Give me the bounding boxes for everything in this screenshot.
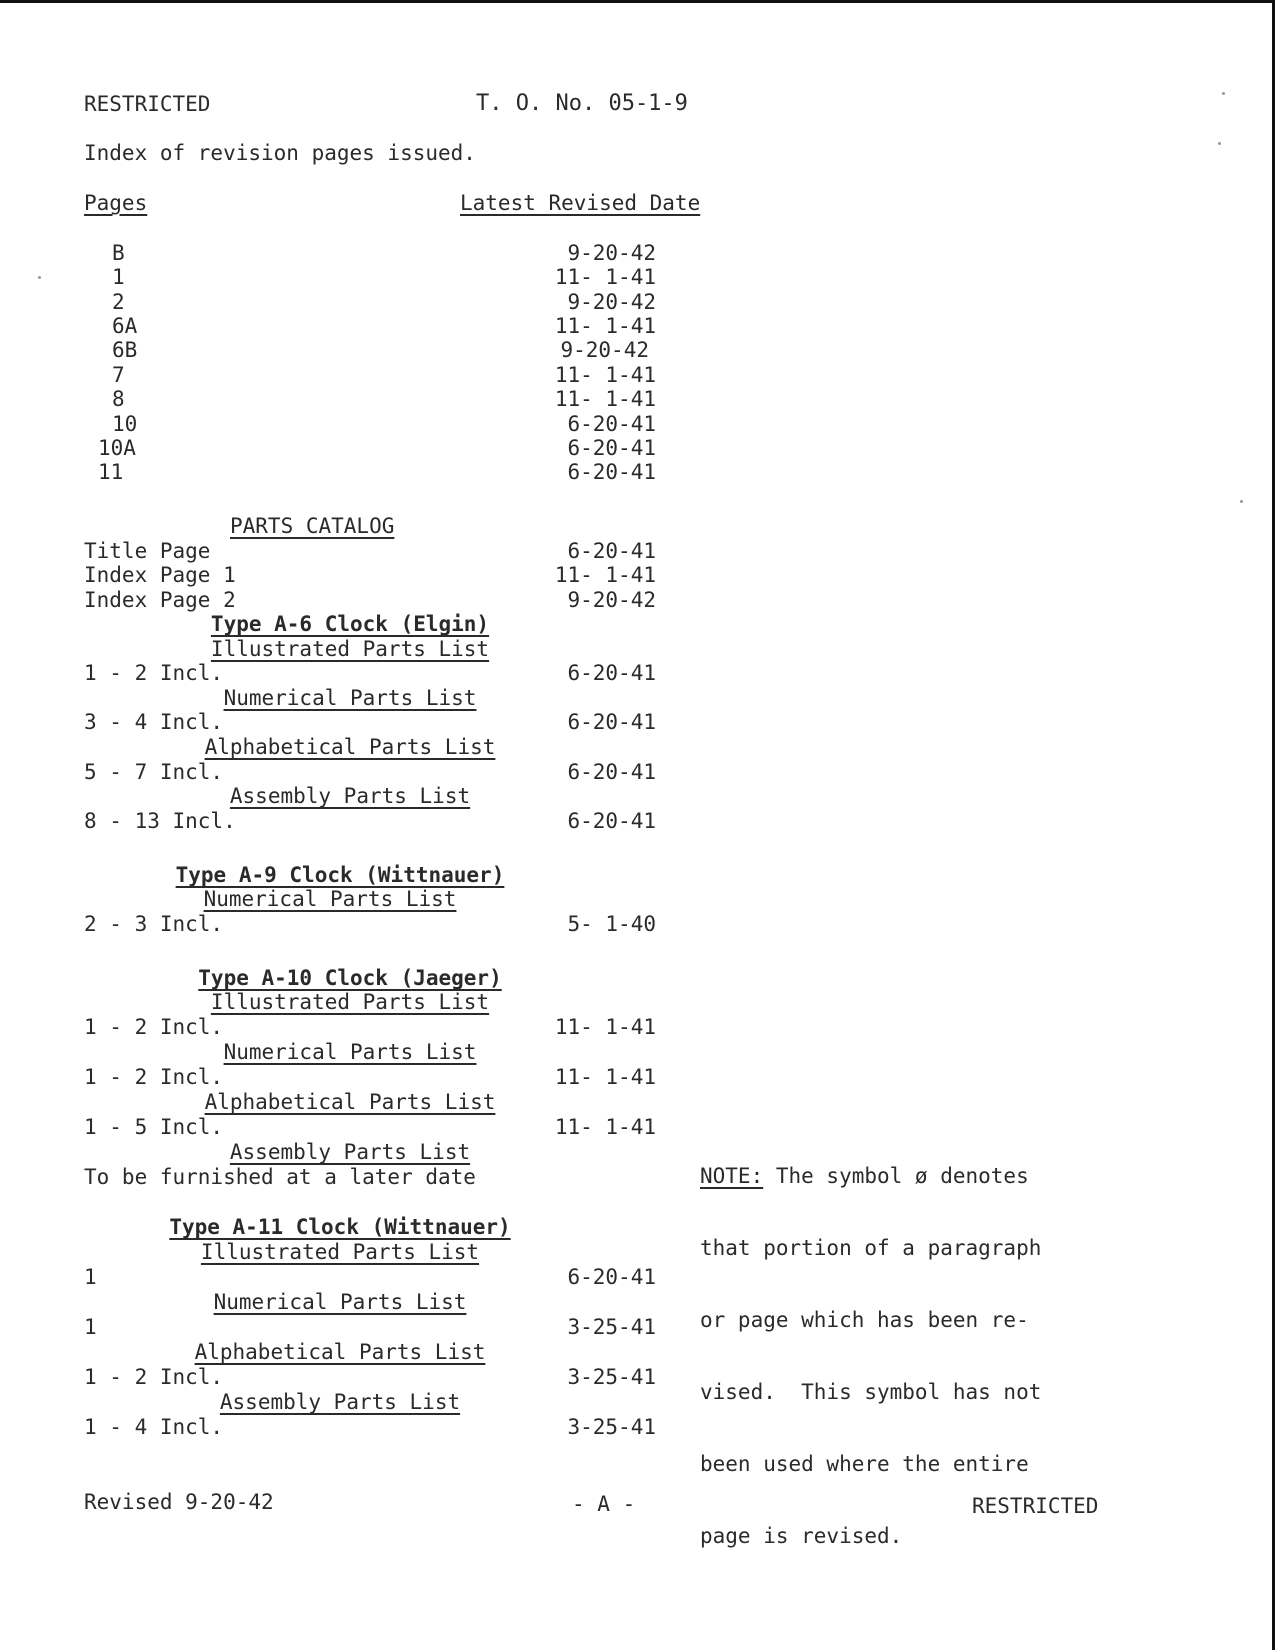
scan-edge-top	[0, 0, 1275, 3]
catalog-page: Index Page 1	[84, 563, 236, 587]
list-date: 11- 1-41	[554, 1065, 656, 1089]
list-pages: To be furnished at a later date	[84, 1165, 476, 1189]
rev-date: 6-20-41	[567, 460, 656, 484]
header-classification: RESTRICTED	[84, 92, 211, 116]
scan-speck	[1218, 142, 1221, 145]
rev-page: 10A	[98, 436, 136, 460]
rev-date: 9-20-42	[560, 338, 649, 362]
rev-page: 8	[112, 387, 125, 411]
revision-symbol-note	[700, 1116, 1100, 1596]
list-name: Assembly Parts List	[229, 784, 471, 808]
rev-date: 6-20-41	[567, 412, 656, 436]
column-header-date: Latest Revised Date	[460, 191, 701, 215]
rev-page: 6B	[112, 338, 138, 362]
list-date: 3-25-41	[567, 1415, 656, 1439]
list-name: Illustrated Parts List	[200, 1240, 480, 1264]
list-name: Alphabetical Parts List	[194, 1340, 486, 1364]
list-name: Assembly Parts List	[219, 1390, 461, 1414]
column-header-pages: Pages	[84, 191, 148, 215]
list-pages: 1 - 4 Incl.	[84, 1415, 224, 1439]
list-name: Numerical Parts List	[223, 1040, 477, 1064]
list-pages: 5 - 7 Incl.	[84, 760, 224, 784]
rev-page: 6A	[112, 314, 138, 338]
list-name: Numerical Parts List	[213, 1290, 467, 1314]
note-line: or page which has been re-	[700, 1308, 1029, 1332]
list-pages: 1	[84, 1265, 97, 1289]
list-name: Illustrated Parts List	[210, 637, 490, 661]
list-pages: 3 - 4 Incl.	[84, 710, 224, 734]
list-pages: 1 - 2 Incl.	[84, 661, 224, 685]
list-date: 3-25-41	[567, 1315, 656, 1339]
scan-speck	[38, 276, 41, 279]
note-line: page is revised.	[700, 1524, 903, 1548]
rev-page: 2	[112, 290, 125, 314]
note-line: vised. This symbol has not	[700, 1380, 1042, 1404]
list-pages: 1 - 2 Incl.	[84, 1065, 224, 1089]
list-pages: 2 - 3 Incl.	[84, 912, 224, 936]
rev-page: 11	[98, 460, 124, 484]
catalog-date: 9-20-42	[567, 588, 656, 612]
list-name: Illustrated Parts List	[210, 990, 490, 1014]
scan-speck	[1222, 92, 1225, 95]
header-to-number: T. O. No. 05-1-9	[476, 91, 688, 116]
scan-speck	[1240, 500, 1243, 503]
catalog-date: 11- 1-41	[554, 563, 656, 587]
footer-page-mark: - A -	[572, 1492, 636, 1516]
section-title: Type A-6 Clock (Elgin)	[210, 612, 490, 636]
list-name: Numerical Parts List	[223, 686, 477, 710]
list-pages: 1 - 2 Incl.	[84, 1015, 224, 1039]
note-label: NOTE:	[700, 1164, 764, 1188]
catalog-page: Title Page	[84, 539, 211, 563]
parts-catalog-title: PARTS CATALOG	[230, 514, 395, 538]
note-line: that portion of a paragraph	[700, 1236, 1042, 1260]
list-date: 11- 1-41	[554, 1115, 656, 1139]
rev-page: B	[112, 241, 125, 265]
list-name: Alphabetical Parts List	[204, 1090, 496, 1114]
list-date: 3-25-41	[567, 1365, 656, 1389]
list-date: 6-20-41	[567, 809, 656, 833]
rev-date: 11- 1-41	[554, 265, 656, 289]
list-pages: 1	[84, 1315, 97, 1339]
note-line: The symbol ø denotes	[763, 1164, 1029, 1188]
rev-date: 11- 1-41	[554, 387, 656, 411]
list-name: Numerical Parts List	[203, 887, 457, 911]
catalog-date: 6-20-41	[567, 539, 656, 563]
rev-page: 7	[112, 363, 125, 387]
list-date: 6-20-41	[567, 760, 656, 784]
rev-date: 6-20-41	[567, 436, 656, 460]
rev-page: 10	[112, 412, 138, 436]
list-pages: 8 - 13 Incl.	[84, 809, 236, 833]
rev-date: 9-20-42	[567, 241, 656, 265]
section-title: Type A-10 Clock (Jaeger)	[198, 966, 502, 990]
list-pages: 1 - 2 Incl.	[84, 1365, 224, 1389]
catalog-page: Index Page 2	[84, 588, 236, 612]
intro-text: Index of revision pages issued.	[84, 141, 476, 165]
section-title: Type A-11 Clock (Wittnauer)	[169, 1215, 511, 1239]
list-pages: 1 - 5 Incl.	[84, 1115, 224, 1139]
list-date: 6-20-41	[567, 710, 656, 734]
list-date: 6-20-41	[567, 661, 656, 685]
rev-date: 9-20-42	[567, 290, 656, 314]
rev-date: 11- 1-41	[554, 363, 656, 387]
list-name: Assembly Parts List	[229, 1140, 471, 1164]
rev-page: 1	[112, 265, 125, 289]
list-date: 5- 1-40	[567, 912, 656, 936]
section-title: Type A-9 Clock (Wittnauer)	[175, 863, 505, 887]
footer-classification: RESTRICTED	[972, 1494, 1099, 1518]
rev-date: 11- 1-41	[554, 314, 656, 338]
list-date: 11- 1-41	[554, 1015, 656, 1039]
note-line: been used where the entire	[700, 1452, 1029, 1476]
footer-revised: Revised 9-20-42	[84, 1490, 274, 1514]
list-name: Alphabetical Parts List	[204, 735, 496, 759]
list-date: 6-20-41	[567, 1265, 656, 1289]
